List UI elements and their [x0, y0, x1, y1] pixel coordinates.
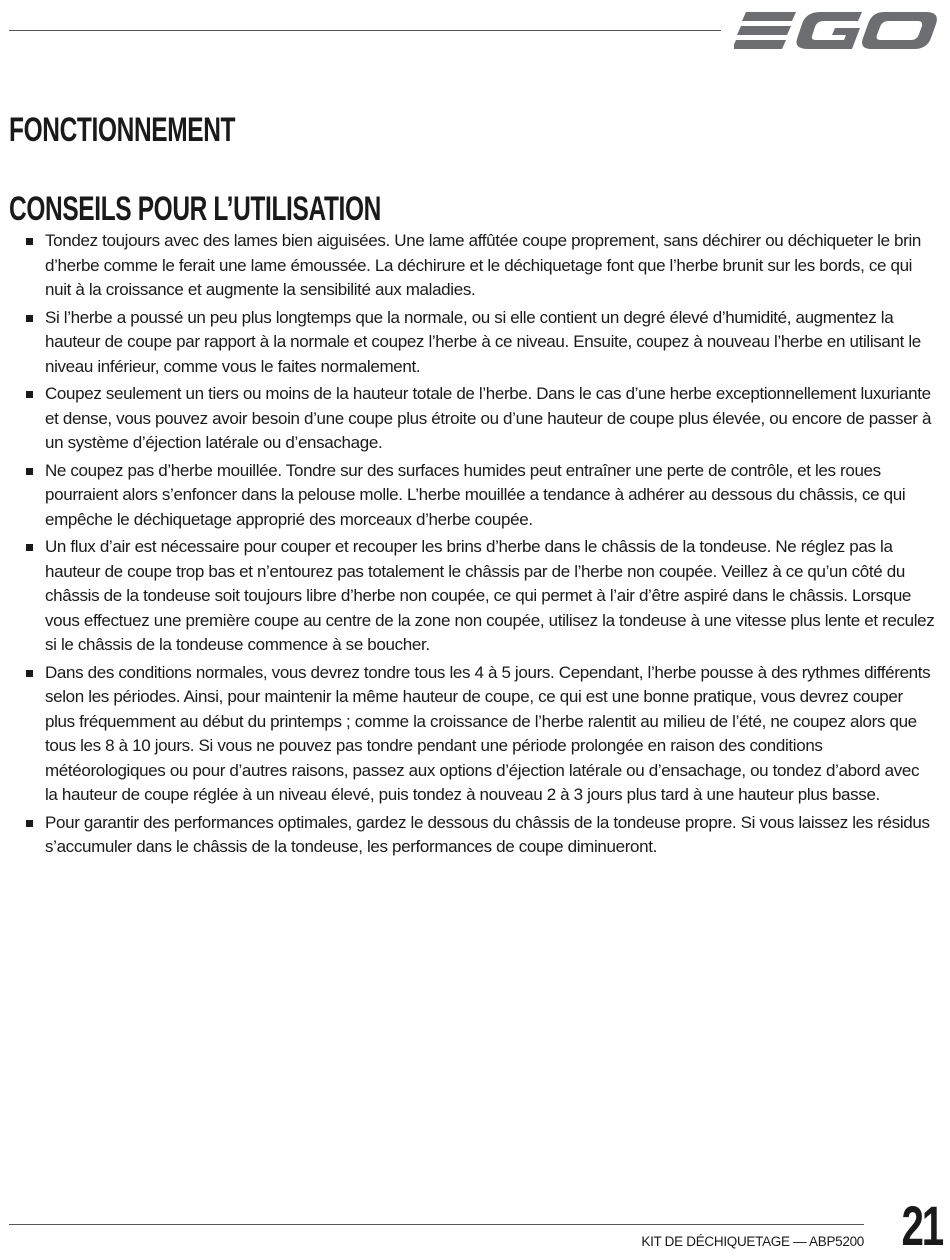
- tip-text: Si l’herbe a poussé un peu plus longtemps que la normale, ou si elle contient un degré élevé d’humidité, augmentez la hauteur de coupe par rapport à la normale et coupez l’herbe à ce niveau. Ensuite, coupez à nouveau l’herbe en utilisant le niveau inférieur, comme vous le faites normalement.: [45, 307, 921, 376]
- ego-logo: [734, 8, 938, 54]
- list-item: [26, 459, 936, 533]
- square-bullet-icon: [26, 820, 33, 827]
- list-item: [26, 382, 936, 456]
- list-item: [26, 306, 936, 380]
- tips-list: [26, 229, 936, 863]
- list-item: [26, 229, 936, 303]
- tip-text: Pour garantir des performances optimales, gardez le dessous du châssis de la tondeuse propre. Si vous laissez les résidus s’accumuler dans le châssis de la tondeuse, les performances de coupe diminueront.: [45, 812, 930, 856]
- square-bullet-icon: [26, 238, 33, 245]
- tip-text: Ne coupez pas d’herbe mouillée. Tondre sur des surfaces humides peut entraîner une perte de contrôle, et les roues pourraient alors s’enfoncer dans la pelouse molle. L’herbe mouillée a tendance à adhérer au dessous du châssis, ce qui empêche le déchiquetage approprié des morceaux d’herbe coupée.: [45, 460, 906, 529]
- square-bullet-icon: [26, 544, 33, 551]
- square-bullet-icon: [26, 315, 33, 322]
- section-title: FONCTIONNEMENT: [9, 111, 236, 149]
- tip-text: Un flux d’air est nécessaire pour couper et recouper les brins d’herbe dans le châssis de la tondeuse. Ne réglez pas la hauteur de coupe trop bas et n’entourez pas totalement le châssis par de l’herbe non coupée. Veillez à ce qu’un côté du châssis de la tondeuse soit toujours libre d’herbe non coupée, ce qui permet à l’air d’être aspiré dans le châssis. Lorsque vous effectuez une première coupe au centre de la zone non coupée, utilisez la tondeuse à une vitesse plus lente et reculez si le châssis de la tondeuse commence à se boucher.: [45, 537, 935, 654]
- list-item: [26, 811, 936, 860]
- list-item: [26, 661, 936, 808]
- header-rule: [9, 30, 721, 31]
- footer-product-label: KIT DE DÉCHIQUETAGE — ABP5200: [641, 1234, 864, 1249]
- square-bullet-icon: [26, 670, 33, 677]
- subsection-title: CONSEILS POUR L’UTILISATION: [9, 190, 382, 228]
- tip-text: Dans des conditions normales, vous devrez tondre tous les 4 à 5 jours. Cependant, l’herbe pousse à des rythmes différents selon les périodes. Ainsi, pour maintenir la même hauteur de coupe, ce qui est une bonne pratique, vous devrez couper plus fréquemment au début du printemps ; comme la croissance de l’herbe ralentit au milieu de l’été, ne coupez alors que tous les 8 à 10 jours. Si vous ne pouvez pas tondre pendant une période prolongée en raison des conditions météorologiques ou pour d’autres raisons, passez aux options d’éjection latérale ou d’ensachage, ou tondez d’abord avec la hauteur de coupe réglée à un niveau élevé, puis tondez à nouveau 2 à 3 jours plus tard à une hauteur plus basse.: [45, 662, 931, 804]
- square-bullet-icon: [26, 468, 33, 475]
- footer-rule: [9, 1224, 864, 1225]
- tip-text: Coupez seulement un tiers ou moins de la hauteur totale de l’herbe. Dans le cas d’une herbe exceptionnellement luxuriante et dense, vous pouvez avoir besoin d’une coupe plus étroite ou d’une hauteur de coupe plus élevée, ou encore de passer à un système d’éjection latérale ou d’ensachage.: [45, 384, 932, 452]
- square-bullet-icon: [26, 391, 33, 398]
- page-number: 21: [901, 1194, 942, 1257]
- list-item: [26, 535, 936, 658]
- tip-text: Tondez toujours avec des lames bien aiguisées. Une lame affûtée coupe proprement, sans déchirer ou déchiqueter le brin d’herbe comme le ferait une lame émoussée. La déchirure et le déchiquetage font que l’herbe brunit sur les bords, ce qui nuit à la croissance et augmente la sensibilité aux maladies.: [45, 231, 921, 299]
